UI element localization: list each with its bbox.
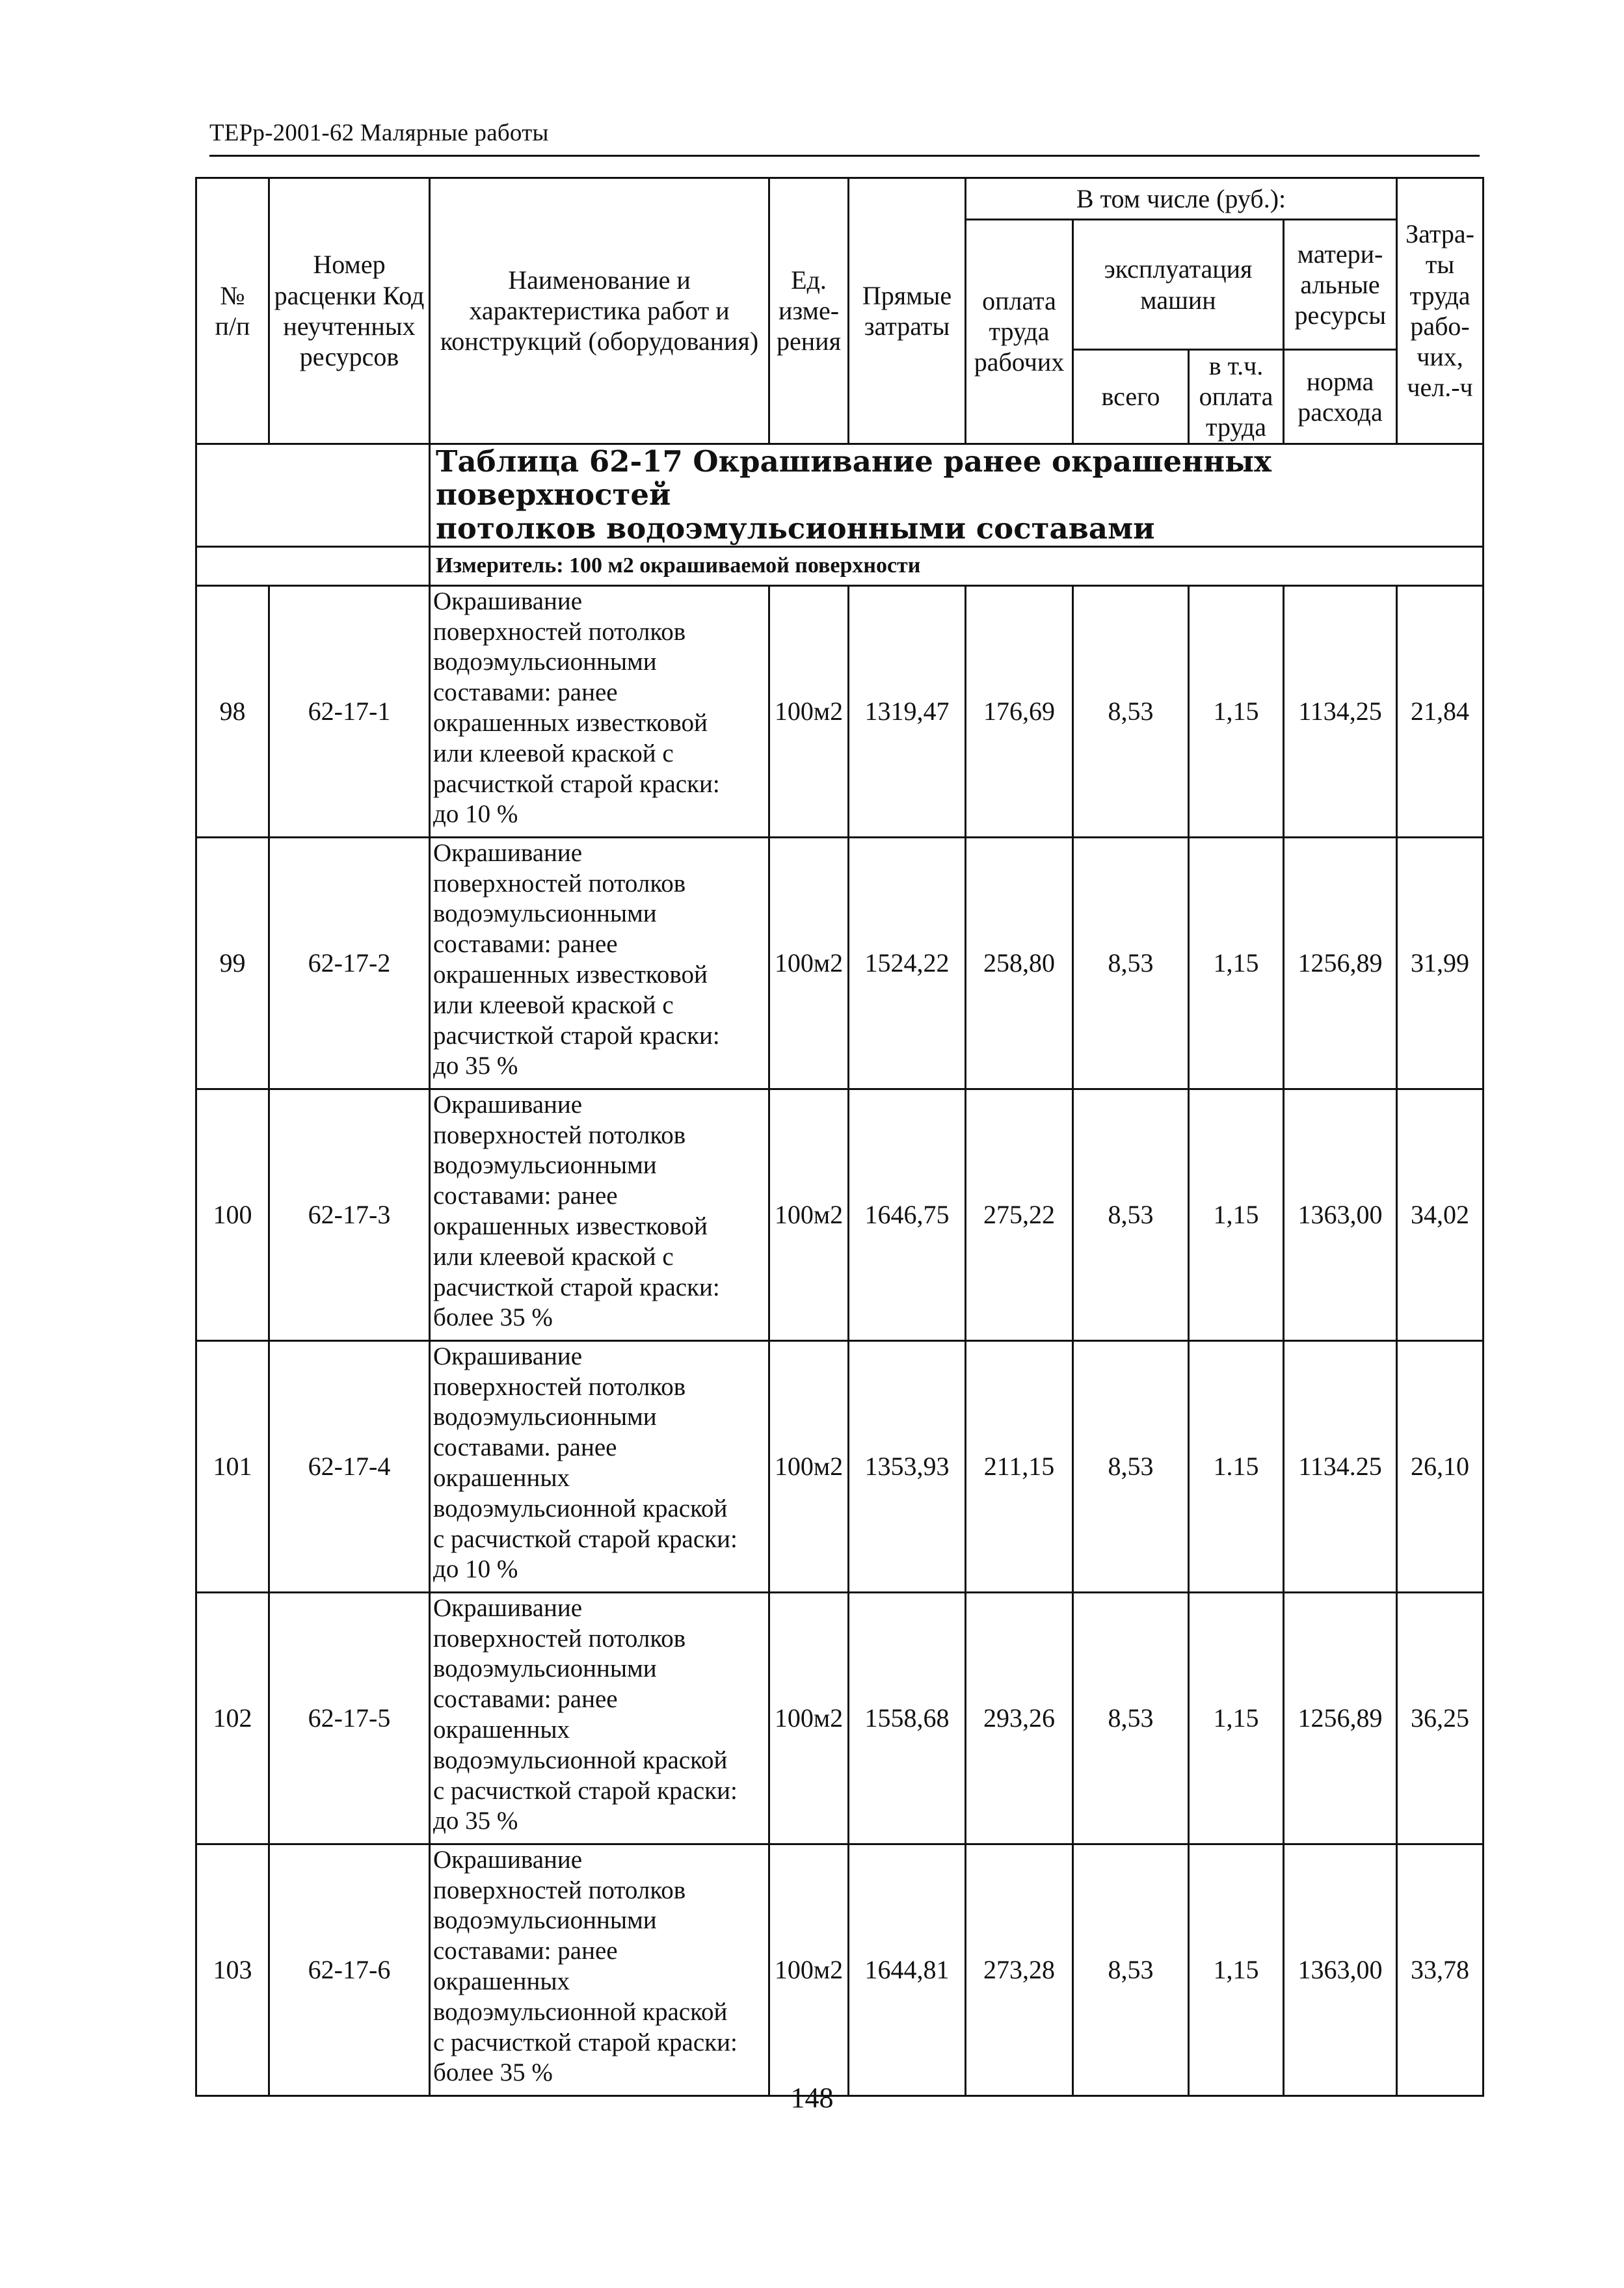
measure-spacer [196, 546, 430, 585]
description-line: окрашенных известковой [433, 709, 708, 737]
description-line: составами: ранее [433, 678, 618, 707]
description-line: окрашенных известковой [433, 1212, 708, 1240]
header-unit: Ед. изме-рения [769, 178, 849, 444]
description-line: поверхностей потолков [433, 869, 686, 898]
description-line: окрашенных [433, 1967, 570, 1995]
description-line: или клеевой краской с [433, 1242, 674, 1271]
header-code: Номер расценки Код неучтенных ресурсов [269, 178, 430, 444]
table-row [196, 1089, 1484, 1340]
running-header: ТЕРр-2001-62 Малярные работы [209, 120, 549, 146]
cell-unit: 100м2 [769, 837, 849, 1089]
cell-labor-pay: 275,22 [966, 1089, 1073, 1340]
cell-materials: 1134.25 [1284, 1340, 1397, 1592]
header-rule [209, 155, 1480, 157]
header-labor-pay: оплата труда рабочих [966, 220, 1073, 444]
cell-machines-total: 8,53 [1073, 1340, 1189, 1592]
cell-labor-cost: 34,02 [1397, 1089, 1484, 1340]
cell-unit: 100м2 [769, 1340, 849, 1592]
cell-code: 62-17-5 [269, 1592, 430, 1844]
description-line: до 35 % [433, 1807, 518, 1835]
cell-labor-cost: 21,84 [1397, 585, 1484, 837]
header-machines-total: всего [1073, 350, 1189, 444]
cell-direct-cost: 1558,68 [849, 1592, 966, 1844]
cell-materials: 1134,25 [1284, 585, 1397, 837]
description-line: составами: ранее [433, 1685, 618, 1714]
description-line: водоэмульсионными [433, 899, 657, 928]
section-measure: Измеритель: 100 м2 окрашиваемой поверхности [430, 546, 1484, 585]
header-materials: матери-альные ресурсы [1284, 220, 1397, 350]
description-line: поверхностей потолков [433, 1624, 686, 1653]
cell-description [430, 585, 769, 837]
cell-description [430, 1089, 769, 1340]
cell-machines-total: 8,53 [1073, 1844, 1189, 2095]
table-row [196, 1592, 1484, 1844]
cell-unit: 100м2 [769, 1844, 849, 2095]
description-line: с расчисткой старой краски: [433, 1524, 738, 1553]
cell-labor-cost: 33,78 [1397, 1844, 1484, 2095]
cell-direct-cost: 1319,47 [849, 585, 966, 837]
cell-unit: 100м2 [769, 1592, 849, 1844]
cell-labor-cost: 36,25 [1397, 1592, 1484, 1844]
description-line: поверхностей потолков [433, 1876, 686, 1904]
cell-machines-total: 8,53 [1073, 1592, 1189, 1844]
description-line: или клеевой краской с [433, 739, 674, 767]
cell-labor-pay: 176,69 [966, 585, 1073, 837]
section-title: Таблица 62-17 Окрашивание ранее окрашенных поверхностей потолков водоэмульсионными составами [430, 444, 1484, 546]
description-line: составами: ранее [433, 1182, 618, 1210]
description-line: водоэмульсионной краской [433, 1997, 728, 2026]
cell-direct-cost: 1646,75 [849, 1089, 966, 1340]
cell-machines-total: 8,53 [1073, 585, 1189, 837]
cell-code: 62-17-4 [269, 1340, 430, 1592]
description-line: составами: ранее [433, 930, 618, 959]
header-including: В том числе (руб.): [966, 178, 1397, 220]
page-number: 148 [790, 2082, 834, 2114]
cell-code: 62-17-3 [269, 1089, 430, 1340]
cell-description [430, 1340, 769, 1592]
table-row [196, 585, 1484, 837]
cell-machines-total: 8,53 [1073, 1089, 1189, 1340]
header-machines: эксплуатация машин [1073, 220, 1284, 350]
header-no: № п/п [196, 178, 269, 444]
description-line: расчисткой старой краски: [433, 1273, 720, 1301]
description-line: Окрашивание [433, 587, 583, 615]
header-name: Наименование и характеристика работ и конструкций (оборудования) [430, 178, 769, 444]
header-materials-norm: норма расхода [1284, 350, 1397, 444]
description-line: поверхностей потолков [433, 1121, 686, 1149]
description-line: Окрашивание [433, 1593, 583, 1622]
cell-labor-pay: 273,28 [966, 1844, 1073, 2095]
description-line: водоэмульсионными [433, 1151, 657, 1180]
description-line: до 10 % [433, 1555, 518, 1584]
cell-description [430, 837, 769, 1089]
description-line: водоэмульсионной краской [433, 1746, 728, 1774]
cell-code: 62-17-6 [269, 1844, 430, 2095]
table-row [196, 1844, 1484, 2095]
description-line: с расчисткой старой краски: [433, 2028, 738, 2056]
description-line: составами: ранее [433, 1937, 618, 1965]
cell-labor-pay: 211,15 [966, 1340, 1073, 1592]
cell-machines-labor: 1,15 [1189, 1089, 1284, 1340]
description-line: составами. ранее [433, 1433, 617, 1462]
rows-body [196, 585, 1484, 2095]
description-line: окрашенных известковой [433, 961, 708, 989]
description-line: Окрашивание [433, 1342, 583, 1370]
description-line: водоэмульсионными [433, 648, 657, 676]
rates-table [195, 177, 1484, 2097]
cell-machines-labor: 1,15 [1189, 1592, 1284, 1844]
table-header [196, 178, 1484, 444]
description-line: более 35 % [433, 1303, 553, 1332]
header-direct: Прямые затраты [849, 178, 966, 444]
description-line: Окрашивание [433, 1845, 583, 1874]
description-line: водоэмульсионными [433, 1403, 657, 1431]
cell-machines-labor: 1,15 [1189, 585, 1284, 837]
description-line: расчисткой старой краски: [433, 1021, 720, 1050]
cell-no: 102 [196, 1592, 269, 1844]
cell-description [430, 1592, 769, 1844]
cell-labor-pay: 258,80 [966, 837, 1073, 1089]
table-row [196, 1340, 1484, 1592]
cell-labor-pay: 293,26 [966, 1592, 1073, 1844]
description-line: более 35 % [433, 2058, 553, 2087]
cell-materials: 1363,00 [1284, 1844, 1397, 2095]
header-machines-labor: в т.ч. оплата труда [1189, 350, 1284, 444]
description-line: водоэмульсионными [433, 1906, 657, 1935]
description-line: водоэмульсионной краской [433, 1494, 728, 1523]
cell-machines-labor: 1,15 [1189, 837, 1284, 1089]
cell-materials: 1363,00 [1284, 1089, 1397, 1340]
cell-labor-cost: 31,99 [1397, 837, 1484, 1089]
cell-direct-cost: 1353,93 [849, 1340, 966, 1592]
description-line: поверхностей потолков [433, 1372, 686, 1401]
cell-machines-labor: 1,15 [1189, 1844, 1284, 2095]
description-line: до 35 % [433, 1052, 518, 1080]
description-line: до 10 % [433, 800, 518, 829]
description-line: или клеевой краской с [433, 991, 674, 1019]
cell-description [430, 1844, 769, 2095]
description-line: с расчисткой старой краски: [433, 1776, 738, 1805]
description-line: Окрашивание [433, 1090, 583, 1119]
cell-machines-labor: 1.15 [1189, 1340, 1284, 1592]
description-line: водоэмульсионными [433, 1655, 657, 1683]
cell-materials: 1256,89 [1284, 1592, 1397, 1844]
cell-no: 103 [196, 1844, 269, 2095]
cell-no: 99 [196, 837, 269, 1089]
description-line: Окрашивание [433, 838, 583, 867]
cell-direct-cost: 1644,81 [849, 1844, 966, 2095]
cell-no: 98 [196, 585, 269, 837]
description-line: окрашенных [433, 1464, 570, 1492]
cell-materials: 1256,89 [1284, 837, 1397, 1089]
cell-code: 62-17-2 [269, 837, 430, 1089]
description-line: окрашенных [433, 1716, 570, 1744]
header-labor-cost: Затра-ты труда рабо-чих, чел.-ч [1397, 178, 1484, 444]
cell-labor-cost: 26,10 [1397, 1340, 1484, 1592]
cell-machines-total: 8,53 [1073, 837, 1189, 1089]
cell-unit: 100м2 [769, 1089, 849, 1340]
cell-no: 100 [196, 1089, 269, 1340]
cell-unit: 100м2 [769, 585, 849, 837]
section-spacer [196, 444, 430, 546]
description-line: поверхностей потолков [433, 617, 686, 646]
cell-direct-cost: 1524,22 [849, 837, 966, 1089]
cell-code: 62-17-1 [269, 585, 430, 837]
description-line: расчисткой старой краски: [433, 769, 720, 798]
table-row [196, 837, 1484, 1089]
cell-no: 101 [196, 1340, 269, 1592]
